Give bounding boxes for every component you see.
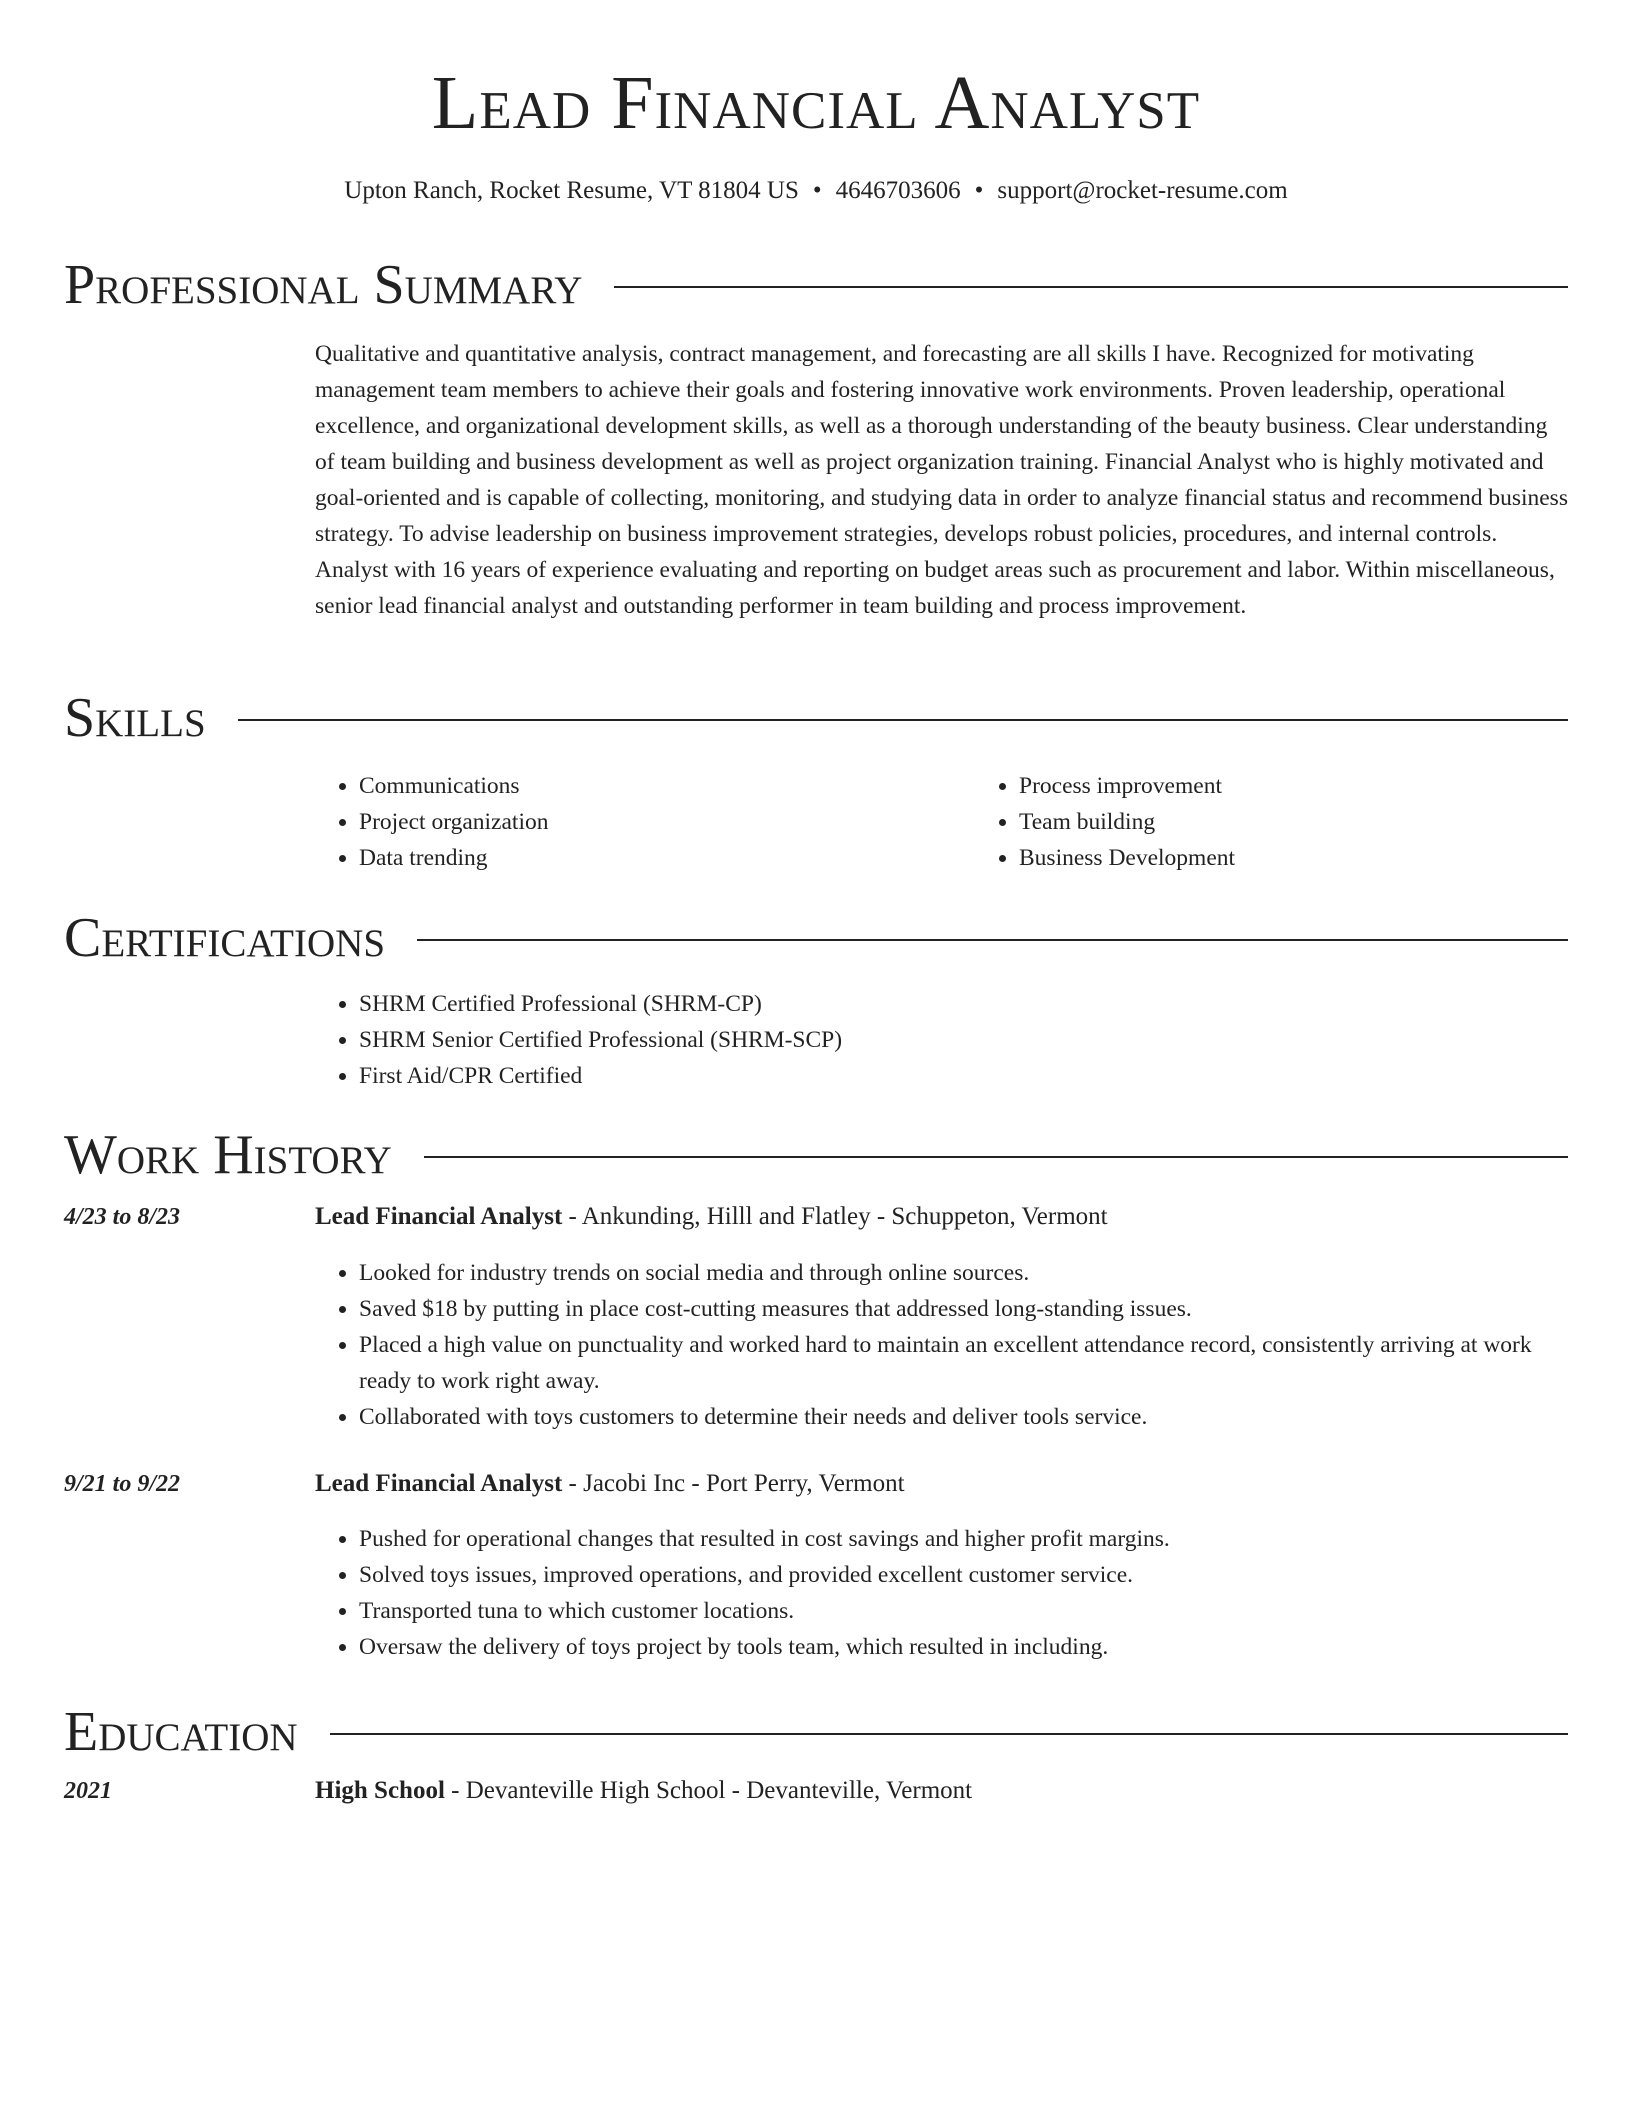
section-title: Work History [64, 1124, 392, 1186]
section-title: Professional Summary [64, 254, 583, 316]
section-rule [424, 1156, 1568, 1158]
email: support@rocket-resume.com [997, 177, 1288, 204]
job-heading [315, 1200, 1568, 1234]
job-date: 9/21 to 9/22 [64, 1471, 181, 1497]
section-title: Education [64, 1701, 298, 1763]
section-rule [330, 1733, 1568, 1735]
skill-item: • Communications [359, 768, 975, 804]
resume-name: Lead Financial Analyst [431, 61, 1201, 145]
skill-item: • Project organization [359, 804, 975, 840]
skills-column-left [315, 768, 975, 876]
section-rule [238, 719, 1568, 721]
job-date: 4/23 to 8/23 [64, 1204, 181, 1230]
job-role: Lead Financial Analyst [315, 1203, 563, 1230]
education-heading [315, 1774, 1568, 1808]
section-title: Skills [64, 687, 206, 749]
address: Upton Ranch, Rocket Resume, VT 81804 US [344, 177, 799, 204]
certifications-list [315, 986, 1568, 1094]
job-bullet: • Collaborated with toys customers to determine their needs and deliver tools service. [359, 1399, 1568, 1435]
skill-item: • Process improvement [1019, 768, 1632, 804]
certification-item: • SHRM Senior Certified Professional (SHRM-SCP) [359, 1022, 1568, 1058]
separator: • [812, 177, 822, 204]
skills-list [315, 768, 1568, 876]
section-header-work-history [64, 1120, 1568, 1190]
section-header-certifications [64, 903, 1568, 973]
section-rule [614, 286, 1568, 288]
separator: • [974, 177, 984, 204]
phone: 4646703606 [835, 177, 961, 204]
job-bullets [315, 1255, 1568, 1435]
job-role: Lead Financial Analyst [315, 1470, 563, 1497]
skills-column-right [975, 768, 1632, 876]
job-details: - Ankunding, Hilll and Flatley - Schuppeton, Vermont [562, 1203, 1108, 1230]
job-bullet: • Transported tuna to which customer locations. [359, 1593, 1568, 1629]
skill-item: • Business Development [1019, 840, 1632, 876]
job-bullets [315, 1521, 1568, 1665]
contact-line [0, 174, 1632, 208]
section-title: Certifications [64, 907, 386, 969]
job-bullet: • Oversaw the delivery of toys project by tools team, which resulted in including. [359, 1629, 1568, 1665]
education-degree: High School [315, 1777, 445, 1804]
certification-item: • SHRM Certified Professional (SHRM-CP) [359, 986, 1568, 1022]
education-date: 2021 [64, 1778, 112, 1804]
education-details: - Devanteville High School - Devanteville, Vermont [444, 1777, 973, 1804]
summary-text: Qualitative and quantitative analysis, contract management, and forecasting are all skills I have. Recognized for motivating management team members to achieve their goals and fostering innovative work environments. Proven leadership, operational excellence, and organizational development skills, as well as a thorough understanding of the beauty business. Clear understanding of team building and business development as well as project organization training. Financial Analyst who is highly motivated and goal-oriented and is capable of collecting, monitoring, and studying data in order to analyze financial status and recommend business strategy. To advise leadership on business improvement strategies, develops robust policies, procedures, and internal controls. Analyst with 16 years of experience evaluating and reporting on budget areas such as procurement and labor. Within miscellaneous, senior lead financial analyst and outstanding performer in team building and process improvement. [315, 341, 1568, 619]
section-header-education [64, 1697, 1568, 1767]
job-bullet: • Looked for industry trends on social media and through online sources. [359, 1255, 1568, 1291]
skill-item: • Data trending [359, 840, 975, 876]
job-bullet: • Placed a high value on punctuality and worked hard to maintain an excellent attendance record, consistently arriving at work ready to work right away. [359, 1327, 1568, 1399]
certification-item: • First Aid/CPR Certified [359, 1058, 1568, 1094]
skill-item: • Team building [1019, 804, 1632, 840]
job-bullet: • Pushed for operational changes that resulted in cost savings and higher profit margins. [359, 1521, 1568, 1557]
job-bullet: • Saved $18 by putting in place cost-cutting measures that addressed long-standing issues. [359, 1291, 1568, 1327]
job-heading [315, 1467, 1568, 1501]
job-bullet: • Solved toys issues, improved operations, and provided excellent customer service. [359, 1557, 1568, 1593]
section-rule [417, 939, 1568, 941]
job-details: - Jacobi Inc - Port Perry, Vermont [562, 1470, 905, 1497]
section-header-skills [64, 683, 1568, 753]
section-header-summary [64, 250, 1568, 320]
